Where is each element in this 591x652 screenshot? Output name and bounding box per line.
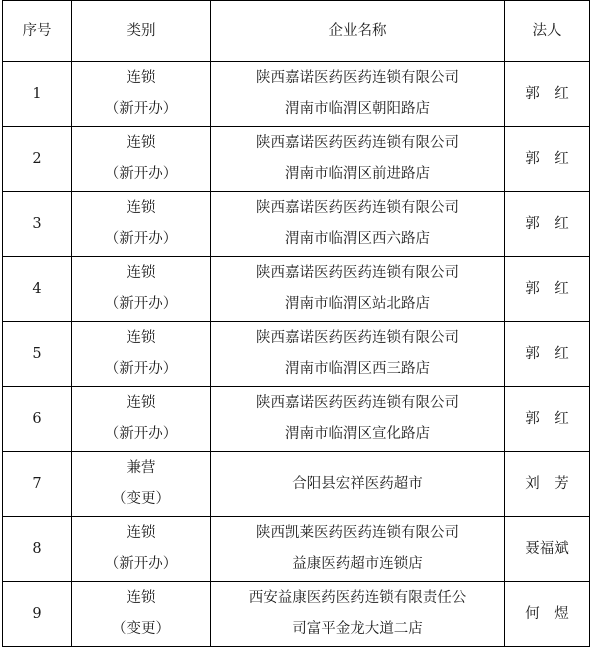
enterprise-name-line-1: 陕西嘉诺医药医药连锁有限公司 xyxy=(256,135,459,151)
enterprise-name-line-2: 渭南市临渭区朝阳路店 xyxy=(285,101,430,117)
table-row xyxy=(3,582,590,647)
enterprise-name-line-2: 渭南市临渭区前进路店 xyxy=(285,166,430,182)
table-header xyxy=(3,1,590,62)
category-type: 连锁 xyxy=(126,135,156,151)
header-category: 类别 xyxy=(72,1,211,62)
legal-rep-cell: 郭 红 xyxy=(505,192,590,257)
enterprise-name-line-2: 益康医药超市连锁店 xyxy=(292,556,423,572)
enterprise-name-line-2: 渭南市临渭区宣化路店 xyxy=(285,426,430,442)
legal-rep-cell: 郭 红 xyxy=(505,322,590,387)
seq-cell: 4 xyxy=(3,257,72,322)
seq-cell: 7 xyxy=(3,452,72,517)
enterprise-cell xyxy=(211,582,505,647)
seq-cell: 8 xyxy=(3,517,72,582)
category-status: （新开办） xyxy=(104,166,178,182)
category-cell xyxy=(72,517,211,582)
category-cell xyxy=(72,582,211,647)
seq-cell: 1 xyxy=(3,62,72,127)
category-status: （新开办） xyxy=(104,101,178,117)
enterprise-cell xyxy=(211,387,505,452)
category-type: 兼营 xyxy=(126,460,156,476)
table-row xyxy=(3,127,590,192)
category-type: 连锁 xyxy=(126,395,156,411)
table-row xyxy=(3,257,590,322)
header-row xyxy=(3,1,590,62)
table-row xyxy=(3,322,590,387)
seq-cell: 9 xyxy=(3,582,72,647)
seq-cell: 5 xyxy=(3,322,72,387)
enterprise-cell xyxy=(211,452,505,517)
category-type: 连锁 xyxy=(126,200,156,216)
header-legal-rep: 法人 xyxy=(505,1,590,62)
enterprise-name-line-2: 渭南市临渭区站北路店 xyxy=(285,296,430,312)
category-type: 连锁 xyxy=(126,265,156,281)
table-body xyxy=(3,62,590,647)
enterprise-name-line-1: 陕西嘉诺医药医药连锁有限公司 xyxy=(256,265,459,281)
enterprise-cell xyxy=(211,517,505,582)
legal-rep-cell: 郭 红 xyxy=(505,257,590,322)
legal-rep-cell: 何 煜 xyxy=(505,582,590,647)
enterprise-cell xyxy=(211,192,505,257)
legal-rep-cell: 郭 红 xyxy=(505,387,590,452)
seq-cell: 6 xyxy=(3,387,72,452)
category-cell xyxy=(72,322,211,387)
header-seq: 序号 xyxy=(3,1,72,62)
category-status: （新开办） xyxy=(104,296,178,312)
category-cell xyxy=(72,192,211,257)
enterprise-cell xyxy=(211,257,505,322)
category-status: （变更） xyxy=(112,491,170,507)
category-type: 连锁 xyxy=(126,590,156,606)
enterprise-name-line-1: 陕西嘉诺医药医药连锁有限公司 xyxy=(256,200,459,216)
enterprise-cell xyxy=(211,127,505,192)
enterprise-name-line-1: 西安益康医药医药连锁有限责任公 xyxy=(248,590,467,606)
table-row xyxy=(3,192,590,257)
legal-rep-cell: 郭 红 xyxy=(505,127,590,192)
enterprise-name-line-2: 渭南市临渭区西三路店 xyxy=(285,361,430,377)
enterprise-name-line-2: 渭南市临渭区西六路店 xyxy=(285,231,430,247)
legal-rep-cell: 郭 红 xyxy=(505,62,590,127)
table-row xyxy=(3,62,590,127)
category-cell xyxy=(72,452,211,517)
category-status: （变更） xyxy=(112,621,170,637)
enterprise-name-line-1: 陕西嘉诺医药医药连锁有限公司 xyxy=(256,395,459,411)
enterprise-name-line-1: 合阳县宏祥医药超市 xyxy=(292,475,423,492)
enterprise-name-line-1: 陕西嘉诺医药医药连锁有限公司 xyxy=(256,70,459,86)
enterprise-registry-table xyxy=(2,0,590,647)
table-row xyxy=(3,517,590,582)
enterprise-name-line-1: 陕西凯莱医药医药连锁有限公司 xyxy=(256,525,459,541)
category-type: 连锁 xyxy=(126,525,156,541)
category-cell xyxy=(72,387,211,452)
category-cell xyxy=(72,257,211,322)
category-type: 连锁 xyxy=(126,70,156,86)
legal-rep-cell: 刘 芳 xyxy=(505,452,590,517)
seq-cell: 3 xyxy=(3,192,72,257)
category-status: （新开办） xyxy=(104,231,178,247)
enterprise-cell xyxy=(211,62,505,127)
table-row xyxy=(3,452,590,517)
enterprise-cell xyxy=(211,322,505,387)
seq-cell: 2 xyxy=(3,127,72,192)
category-cell xyxy=(72,62,211,127)
header-enterprise-name: 企业名称 xyxy=(211,1,505,62)
category-status: （新开办） xyxy=(104,556,178,572)
category-status: （新开办） xyxy=(104,361,178,377)
enterprise-name-line-1: 陕西嘉诺医药医药连锁有限公司 xyxy=(256,330,459,346)
category-cell xyxy=(72,127,211,192)
category-status: （新开办） xyxy=(104,426,178,442)
table-row xyxy=(3,387,590,452)
category-type: 连锁 xyxy=(126,330,156,346)
enterprise-name-line-2: 司富平金龙大道二店 xyxy=(292,621,423,637)
legal-rep-cell: 聂福斌 xyxy=(505,517,590,582)
